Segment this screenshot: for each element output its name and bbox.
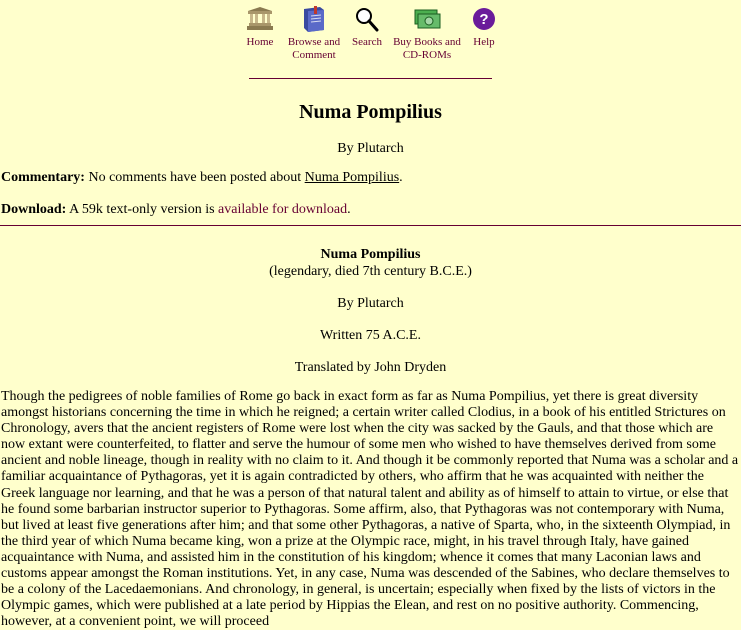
nav-browse-label: Browse and Comment	[287, 36, 341, 61]
top-navigation	[0, 6, 741, 66]
work-written: Written 75 A.C.E.	[320, 328, 421, 343]
nav-browse[interactable]	[285, 6, 343, 62]
work-translator: Translated by John Dryden	[294, 360, 447, 375]
work-subtitle: (legendary, died 7th century B.C.E.)	[269, 264, 472, 279]
nav-buy[interactable]	[392, 6, 462, 62]
book-icon	[300, 6, 328, 32]
download-label: Download:	[1, 202, 67, 217]
commentary-end: .	[399, 170, 403, 185]
work-byline: By Plutarch	[337, 296, 404, 311]
body-paragraph: Though the pedigrees of noble families of Rome go back in exact form as far as Numa Pompilius, yet there is great diversity amongst historians concerning the time in which he reigned; a certain writer called Clodius, in a book of his entitled Strictures on Chronology, avers that the ancient registers of Rome were lost when the city was sacked by the Gauls, and that those which are now extant were counterfeited, to flatter and serve the humour of some men who wished to have themselves derived from some ancient and noble lineage, though in reality with no claim to it. And though it be commonly reported that Numa was a scholar and a familiar acquaintance of Pythagoras, yet it is again contradicted by others, who affirm that he was acquainted with neither the Greek language nor learning, and that he was a person of that natural talent and ability as of himself to attain to virtue, or else that he found some barbarian instructor superior to Pythagoras. Some affirm, also, that Pythagoras was not contemporary with Numa, but lived at least five generations after him; and that some other Pythagoras, a native of Sparta, who, in the sixteenth Olympiad, in the third year of which Numa became king, won a prize at the Olympic race, might, in his travel through Italy, have gained acquaintance with Numa, and assisted him in the constitution of his kingdom; whence it comes that many Laconian laws and customs appear amongst the Roman institutions. Yet, in any case, Numa was descended of the Sabines, who declare themselves to be a colony of the Lacedaemonians. And chronology, in general, is uncertain; especially when fixed by the lists of victors in the Olympic games, which were published at a late period by Hippias the Elean, and rest on no positive authority. Commencing, however, at a convenient point, we will proceed	[1, 389, 739, 630]
nav-search-label: Search	[352, 36, 382, 48]
svg-text:?: ?	[479, 11, 489, 28]
help-icon	[470, 6, 498, 32]
commentary-text: No comments have been posted about	[88, 170, 302, 185]
header-divider	[249, 78, 492, 79]
download-line	[1, 202, 351, 218]
commentary-link[interactable]: Numa Pompilius	[304, 170, 400, 185]
nav-help[interactable]	[468, 6, 500, 49]
page-byline: By Plutarch	[337, 141, 404, 156]
nav-buy-label: Buy Books and CD-ROMs	[393, 36, 461, 61]
magnifier-icon	[353, 6, 381, 32]
nav-help-label: Help	[473, 36, 495, 48]
commentary-line	[1, 170, 403, 186]
nav-home-label: Home	[246, 36, 274, 48]
download-end: .	[347, 202, 351, 217]
download-text: A 59k text-only version is	[69, 202, 215, 217]
page-title: Numa Pompilius	[299, 101, 442, 123]
temple-icon	[246, 6, 274, 32]
money-icon	[413, 6, 441, 32]
work-title: Numa Pompilius	[320, 247, 421, 262]
nav-search[interactable]	[349, 6, 385, 49]
nav-home[interactable]	[242, 6, 278, 49]
section-divider	[0, 225, 741, 226]
commentary-label: Commentary:	[1, 170, 85, 185]
download-link[interactable]: available for download	[218, 202, 348, 217]
